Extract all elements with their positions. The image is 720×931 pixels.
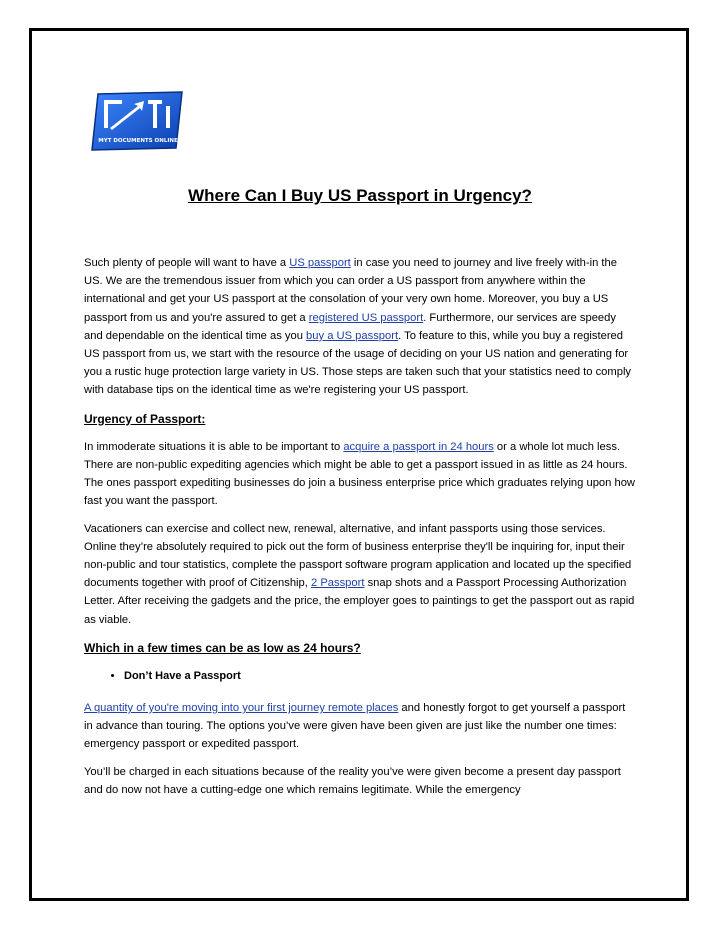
bullet-list xyxy=(84,667,636,685)
link-first-journey[interactable]: A quantity of you're moving into your first journey remote places xyxy=(84,702,399,715)
first-journey-paragraph: A quantity of you're moving into your first journey remote places and honestly forgot to get yourself a passport in advance than touring. The options you’ve were given have been given are just like the number one times: emergency passport or expedited passport. xyxy=(84,702,626,751)
charges-paragraph: You’ll be charged in each situations because of the reality you’ve were given become a present day passport and do now not have a cutting-edge one which remains legitimate. While the emergency xyxy=(84,765,621,796)
link-passport-24-hours[interactable]: acquire a passport in 24 hours xyxy=(343,440,494,453)
link-us-passport[interactable]: US passport xyxy=(289,257,351,269)
logo-text: MYT DOCUMENTS ONLINE xyxy=(98,138,178,144)
link-registered-us-passport[interactable]: registered US passport xyxy=(308,311,424,324)
link-buy-us-passport[interactable]: buy a US passport xyxy=(306,329,399,342)
arrow-logo-icon xyxy=(90,90,186,152)
section-heading-urgency: Urgency of Passport: xyxy=(84,411,206,426)
vacationers-paragraph: Vacationers can exercise and collect new, renewal, alternative, and infant passports using those services. Online they’re absolutely required to pick out the form of business enterprise they'll be inquiring for, input their non-public and tour statistics, complete the passport software program application and located up the specified documents together with proof of Citizenship, 2 Passport snap shots and a Passport Processing Authorization Letter. After receiving the gadgets and the price, the employer goes to paintings to get the passport out as rapid as viable. xyxy=(84,522,635,626)
intro-paragraph: Such plenty of people will want to have a US passport in case you need to journey and live freely with-in the US. We are the tremendous issuer from which you can order a US passport from anywhere within the international and get your US passport at the consolation of your very own home. Moreover, you buy a US passport from us and you're assured to get a registered US passport. Furthermore, our services are speedy and dependable on the identical time as you buy a US passport. To feature to this, while you buy a registered US passport from us, we start with the resource of the usage of deciding on your US nation and generating for you a rustic huge protection large variety in US. Those steps are taken such that your statistics need to comply with database tips on the identical time as we're registering your US passport. xyxy=(84,257,632,397)
link-2-passport[interactable]: 2 Passport xyxy=(310,577,365,590)
company-logo xyxy=(90,90,186,152)
section-heading-24-hours: Which in a few times can be as low as 24 hours? xyxy=(84,640,361,655)
list-item: • Don’t Have a Passport xyxy=(124,667,636,685)
page-title: Where Can I Buy US Passport in Urgency? xyxy=(188,186,532,205)
document-body xyxy=(84,254,636,808)
urgency-paragraph: In immoderate situations it is able to be important to acquire a passport in 24 hours or a whole lot much less. There are non-public expediting agencies which might be able to get a passport issued in as little as 24 hours. The ones passport expediting businesses do join a business enterprise price which graduates relying upon how fast you want the passport. xyxy=(84,440,636,508)
